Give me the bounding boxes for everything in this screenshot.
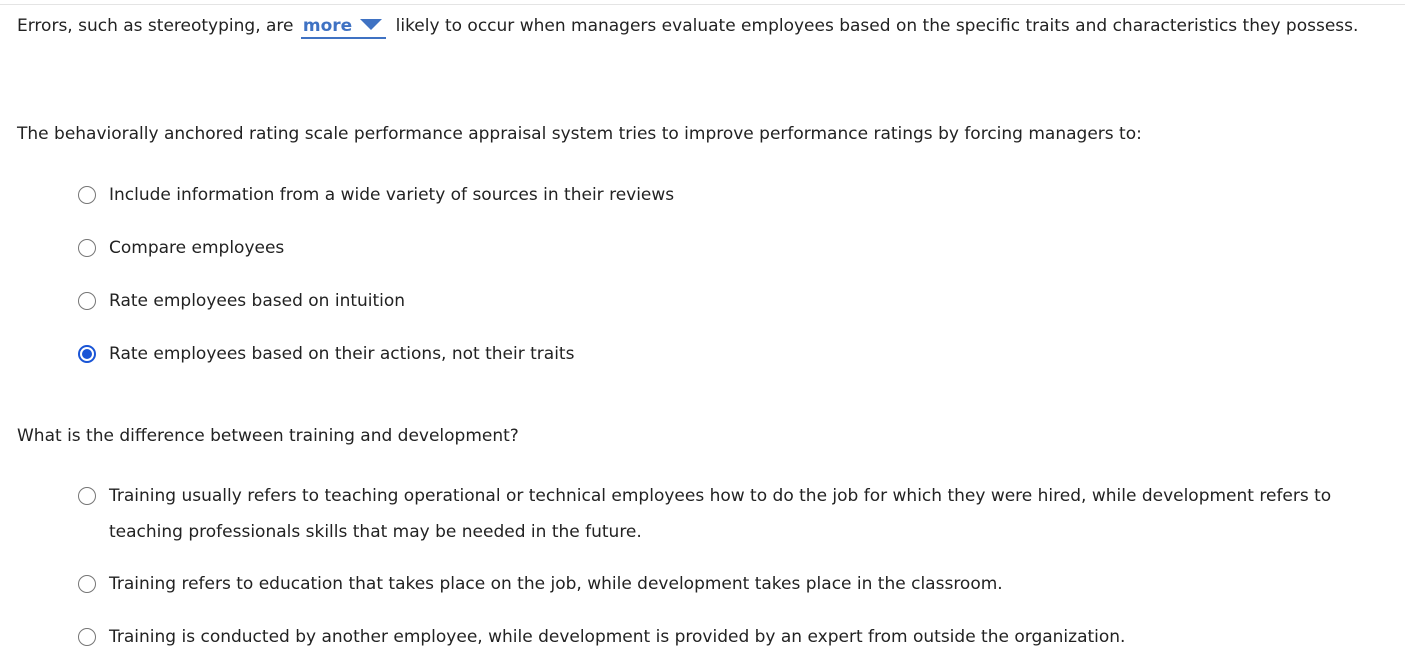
radio-button-q2-2[interactable] xyxy=(78,239,96,257)
q3-option-2[interactable] xyxy=(78,566,1339,602)
q3-option-1[interactable] xyxy=(78,478,1339,550)
question-1-text xyxy=(17,8,1387,44)
q2-option-2[interactable] xyxy=(78,230,1339,266)
q2-option-1-label: Include information from a wide variety of sources in their reviews xyxy=(109,185,675,205)
q2-option-2-label: Compare employees xyxy=(109,238,285,258)
q3-option-1-label: Training usually refers to teaching operational or technical employees how to do the job for which they were hired, while development refers to teaching professionals skills that may be needed in the future. xyxy=(109,486,1332,542)
question-1-text-after: likely to occur when managers evaluate employees based on the specific traits and characteristics they possess. xyxy=(395,16,1359,36)
q2-option-1[interactable] xyxy=(78,177,1339,213)
top-divider xyxy=(0,4,1405,5)
radio-button-q3-1[interactable] xyxy=(78,487,96,505)
q2-option-3[interactable] xyxy=(78,283,1339,319)
radio-button-q2-4-selected[interactable] xyxy=(78,345,96,363)
q3-option-3-label: Training is conducted by another employee, while development is provided by an expert from outside the organization. xyxy=(109,627,1126,647)
radio-button-q3-2[interactable] xyxy=(78,575,96,593)
q3-option-3[interactable] xyxy=(78,619,1339,655)
question-2-text: The behaviorally anchored rating scale performance appraisal system tries to improve performance ratings by forcing managers to: xyxy=(17,124,1142,144)
chevron-down-icon xyxy=(360,19,382,30)
answer-dropdown-value: more xyxy=(302,16,353,36)
q2-option-4[interactable] xyxy=(78,336,1339,372)
question-1-text-before: Errors, such as stereotyping, are xyxy=(17,16,294,36)
question-3-text: What is the difference between training and development? xyxy=(17,426,519,446)
radio-button-q2-3[interactable] xyxy=(78,292,96,310)
answer-dropdown[interactable] xyxy=(301,15,386,39)
radio-button-q3-3[interactable] xyxy=(78,628,96,646)
radio-button-q2-1[interactable] xyxy=(78,186,96,204)
q2-option-3-label: Rate employees based on intuition xyxy=(109,291,406,311)
q2-option-4-label: Rate employees based on their actions, not their traits xyxy=(109,344,575,364)
q3-option-2-label: Training refers to education that takes place on the job, while development takes place in the classroom. xyxy=(109,574,1003,594)
